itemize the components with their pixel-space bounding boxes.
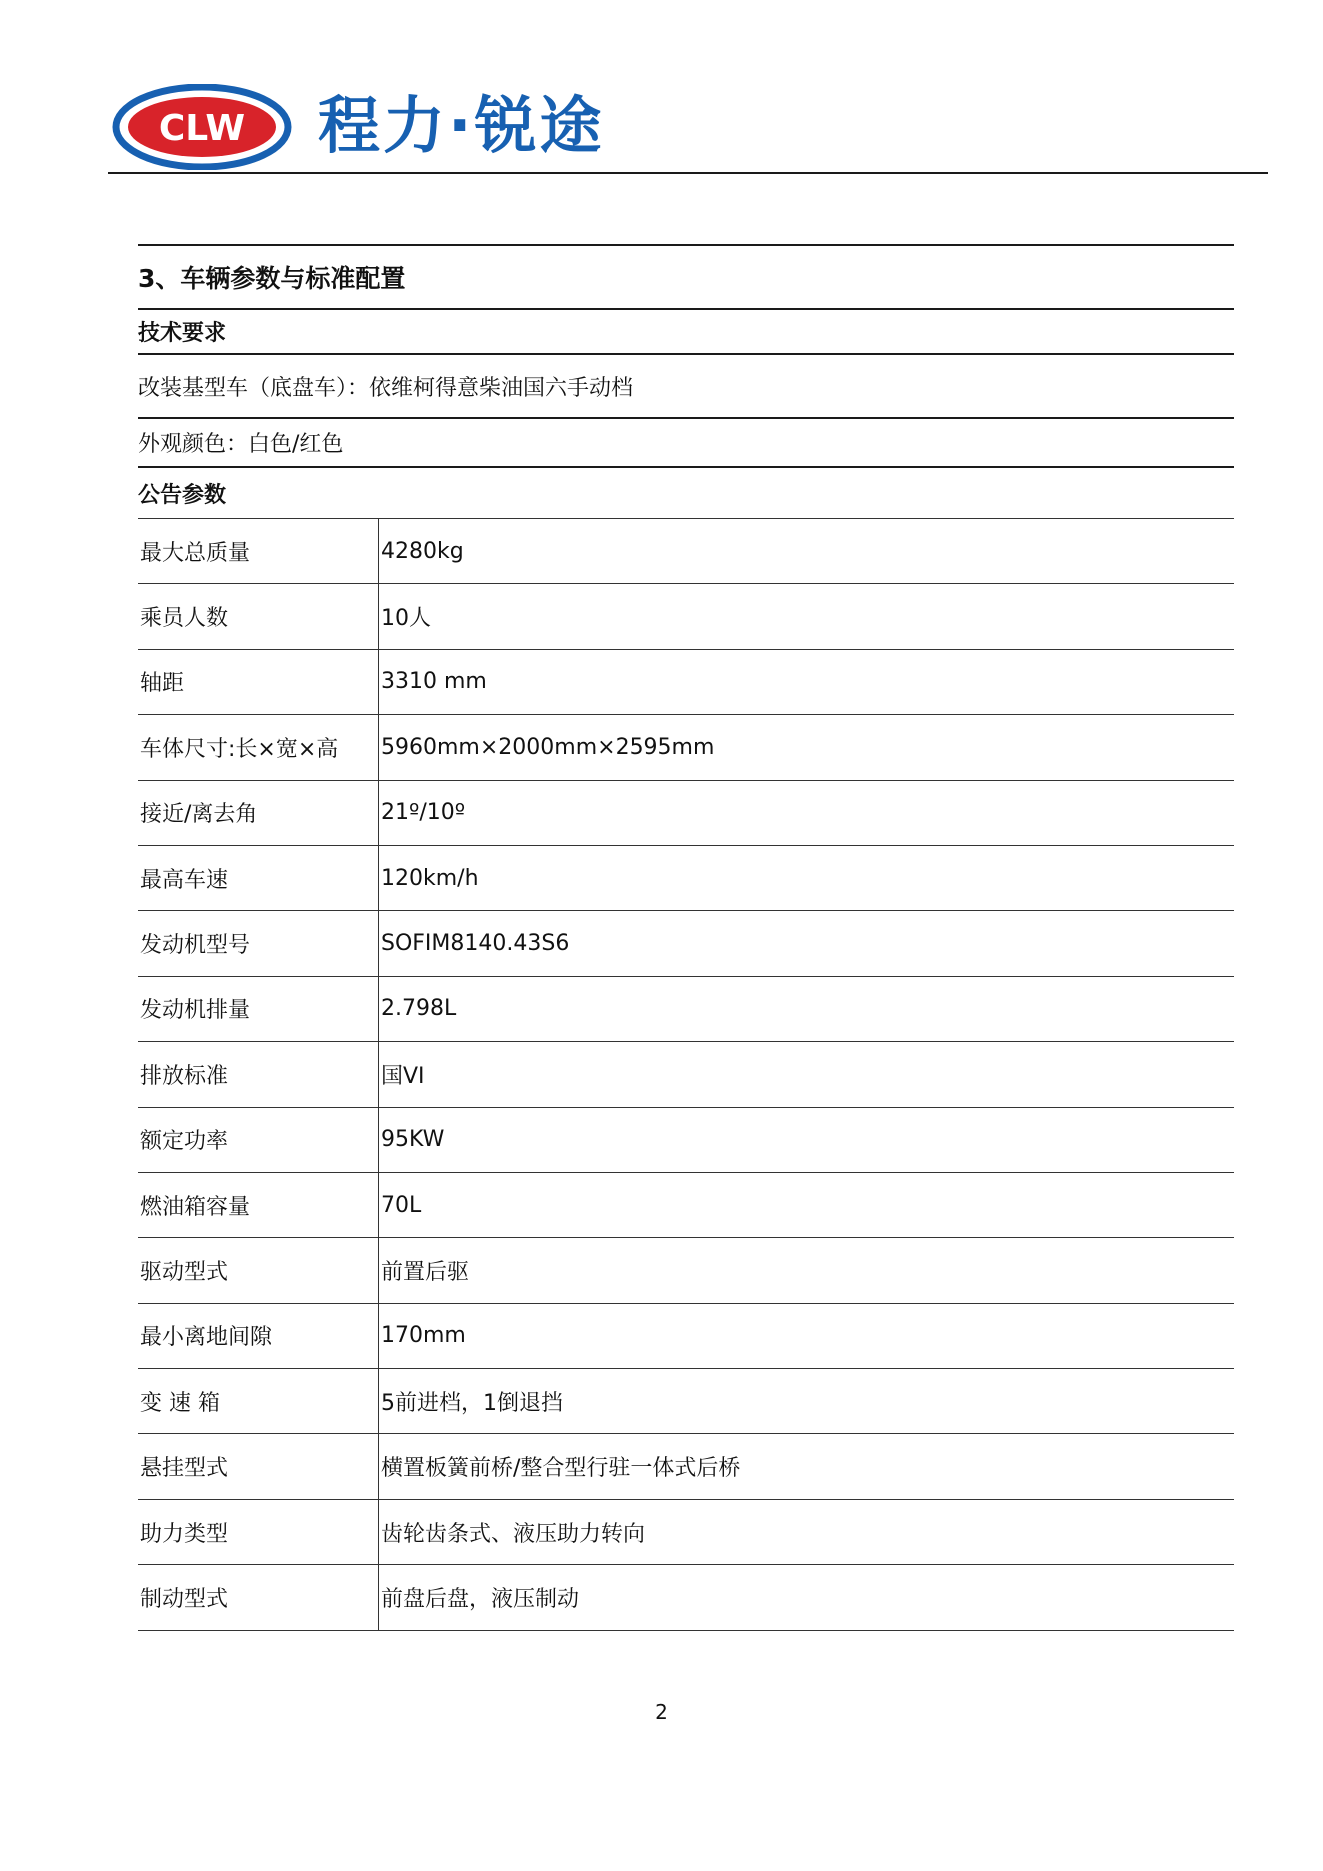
spec-value: 95KW [381, 1127, 445, 1153]
spec-label: 接近/离去角 [138, 781, 379, 845]
spec-label: 制动型式 [138, 1565, 379, 1629]
spec-value: 70L [381, 1192, 422, 1218]
section-heading: 3、车辆参数与标准配置 [138, 246, 1234, 310]
spec-row [138, 1434, 1234, 1499]
spec-row [138, 1369, 1234, 1434]
spec-row [138, 1042, 1234, 1107]
spec-label: 最大总质量 [138, 519, 379, 583]
spec-label: 最高车速 [138, 846, 379, 910]
spec-value: 横置板簧前桥/整合型行驻一体式后桥 [381, 1456, 741, 1482]
spec-row [138, 1304, 1234, 1369]
spec-value: 170mm [381, 1323, 466, 1349]
spec-row [138, 781, 1234, 846]
base-vehicle-line: 改装基型车（底盘车）：依维柯得意柴油国六手动档 [138, 355, 1234, 419]
spec-row [138, 584, 1234, 649]
spec-value: 5960mm×2000mm×2595mm [381, 734, 715, 760]
page-number: 2 [655, 1700, 668, 1724]
spec-value: 21º/10º [381, 800, 466, 826]
spec-value: 前置后驱 [381, 1259, 470, 1285]
header-rule [108, 172, 1268, 174]
spec-value: 5前进档，1倒退挡 [381, 1390, 563, 1416]
spec-label: 发动机型号 [138, 911, 379, 975]
spec-value: 国VI [381, 1063, 425, 1089]
spec-row [138, 715, 1234, 780]
spec-row [138, 1238, 1234, 1303]
spec-row [138, 846, 1234, 911]
vehicle-params-section [138, 244, 1234, 1631]
spec-row [138, 911, 1234, 976]
spec-label: 悬挂型式 [138, 1434, 379, 1498]
spec-label: 变 速 箱 [138, 1369, 379, 1433]
spec-row [138, 1108, 1234, 1173]
spec-label: 额定功率 [138, 1108, 379, 1172]
spec-label: 驱动型式 [138, 1238, 379, 1302]
spec-value: 3310 mm [381, 669, 487, 695]
tech-requirements-heading: 技术要求 [138, 310, 1234, 355]
spec-label: 轴距 [138, 650, 379, 714]
spec-row [138, 1173, 1234, 1238]
exterior-color-line: 外观颜色：白色/红色 [138, 419, 1234, 468]
spec-table [138, 519, 1234, 1631]
spec-row [138, 977, 1234, 1042]
spec-value: 齿轮齿条式、液压助力转向 [381, 1521, 646, 1547]
spec-value: SOFIM8140.43S6 [381, 931, 570, 957]
spec-label: 排放标准 [138, 1042, 379, 1106]
spec-label: 燃油箱容量 [138, 1173, 379, 1237]
brand-name: 程力·锐途 [318, 89, 605, 162]
notice-params-heading: 公告参数 [138, 468, 1234, 519]
logo-text: CLW [158, 108, 246, 149]
spec-value: 4280kg [381, 538, 464, 564]
spec-label: 助力类型 [138, 1500, 379, 1564]
spec-label: 车体尺寸:长×宽×高 [138, 715, 379, 779]
spec-value: 2.798L [381, 996, 457, 1022]
spec-row [138, 1500, 1234, 1565]
clw-logo [112, 84, 292, 170]
page-header [0, 0, 1323, 176]
spec-label: 乘员人数 [138, 584, 379, 648]
spec-label: 发动机排量 [138, 977, 379, 1041]
spec-value: 10人 [381, 606, 431, 632]
spec-value: 前盘后盘，液压制动 [381, 1586, 580, 1612]
spec-label: 最小离地间隙 [138, 1304, 379, 1368]
spec-row [138, 519, 1234, 584]
spec-value: 120km/h [381, 865, 479, 891]
spec-row [138, 1565, 1234, 1630]
spec-row [138, 650, 1234, 715]
